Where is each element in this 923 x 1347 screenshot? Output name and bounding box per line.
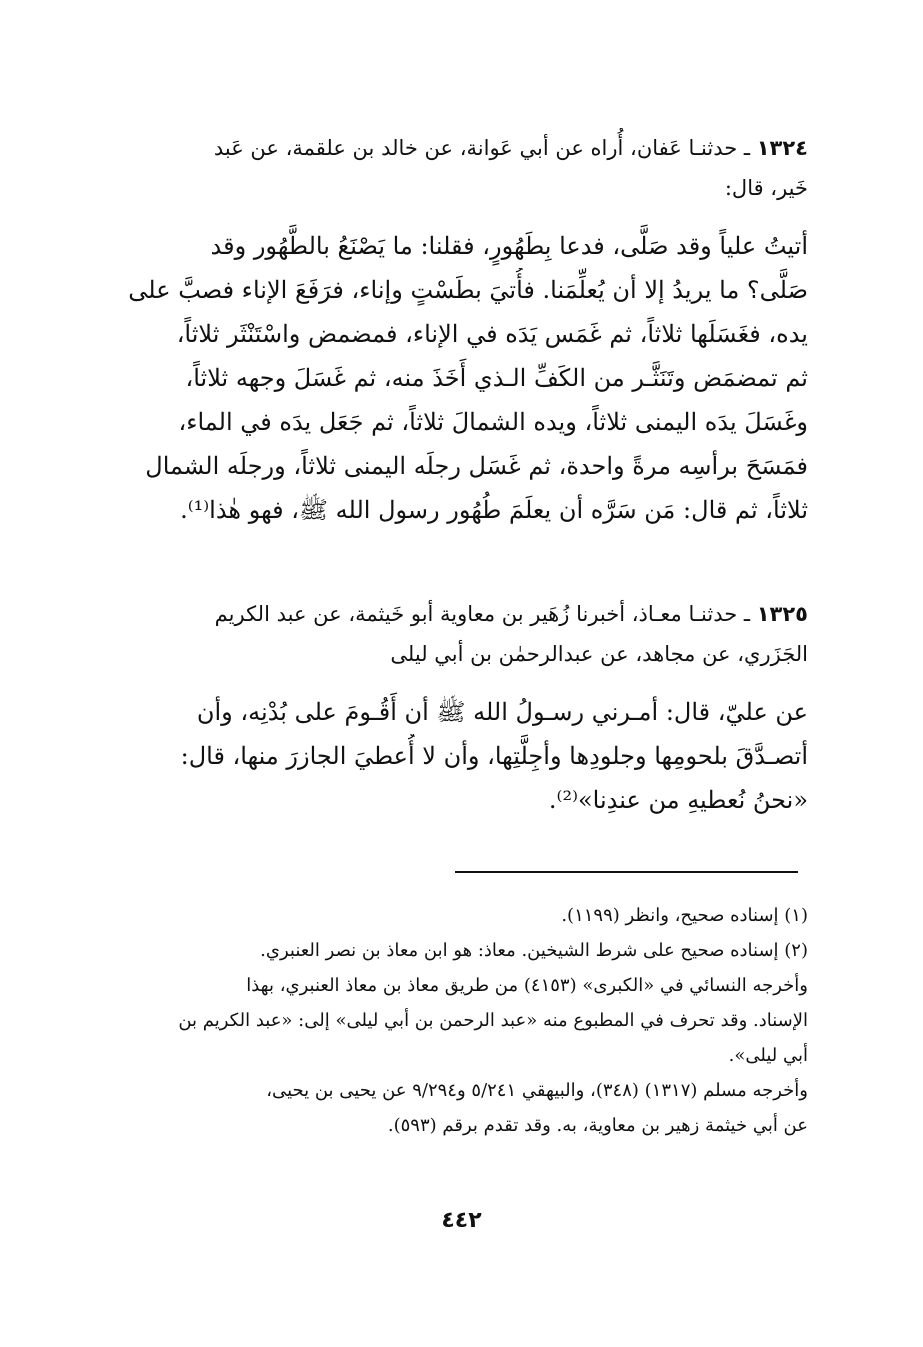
footnotes bbox=[98, 898, 808, 1143]
isnad-line: ١٣٢٤ ـ حدثنـا عَفان، أُراه عن أبي عَوانة، عن خالد بن علقمة، عن عَبد bbox=[213, 136, 808, 160]
footnote-line: عن أبي خيثمة زهير بن معاوية، به. وقد تقدم برقم (٥٩٣). bbox=[387, 1115, 808, 1136]
matn-line: أتصـدَّقَ بلحومِها وجلودِها وأجِلَّتِها، وأن لا أُعطيَ الجازرَ منها، قال: bbox=[180, 742, 808, 770]
matn-line: يده، فغَسَلَها ثلاثاً، ثم غَمَس يَدَه في الإناء، فمضمض واسْتَنْثَر ثلاثاً، bbox=[176, 320, 808, 348]
matn-line: ثم تمضمَض وتَنَثَّـر من الكَفِّ الـذي أَخَذَ منه، ثم غَسَلَ وجهه ثلاثاً، bbox=[185, 364, 808, 392]
matn-line: عن عليّ، قال: أمـرني رسـولُ الله ﷺ أن أَقُـومَ على بُدْنِه، وأن bbox=[196, 698, 808, 726]
footnote-separator bbox=[455, 871, 798, 873]
footnote-line: وأخرجه مسلم (١٣١٧) (٣٤٨)، والبيهقي ٥/٢٤١ و٩/٢٩٤ عن يحيى بن يحيى، bbox=[266, 1080, 808, 1101]
hadith-1324-isnad bbox=[98, 128, 808, 208]
footnote-line: (١) إسناده صحيح، وانظر (١١٩٩). bbox=[561, 905, 808, 926]
hadith-number: ١٣٢٤ bbox=[756, 136, 808, 160]
matn-line: صَلَّى؟ ما يريدُ إلا أن يُعلِّمَنا. فأُتيَ بطَسْتٍ وإناء، فرَفَعَ الإناء فصبَّ على bbox=[128, 276, 808, 304]
footnote-line: الإسناد. وقد تحرف في المطبوع منه «عبد الرحمن بن أبي ليلى» إلى: «عبد الكريم بن bbox=[178, 1010, 808, 1031]
matn-line: «نحنُ نُعطيهِ من عندِنا»⁽²⁾. bbox=[548, 786, 808, 814]
matn-line: وغَسَلَ يدَه اليمنى ثلاثاً، ويده الشمالَ ثلاثاً، ثم جَعَل يدَه في الماء، bbox=[178, 408, 808, 436]
isnad-line: ١٣٢٥ ـ حدثنـا معـاذ، أخبرنا زُهَير بن معاوية أبو خَيثمة، عن عبد الكريم bbox=[214, 602, 808, 626]
footnote-line: وأخرجه النسائي في «الكبرى» (٤١٥٣) من طريق معاذ بن معاذ العنبري، بهذا bbox=[246, 975, 808, 996]
matn-line: ثلاثاً، ثم قال: مَن سَرَّه أن يعلَمَ طُهُور رسول الله ﷺ، فهو هٰذا⁽¹⁾. bbox=[180, 496, 808, 524]
page-number: ٤٤٢ bbox=[441, 1208, 482, 1233]
footnote-line: أبي ليلى». bbox=[728, 1045, 808, 1066]
hadith-1325-isnad bbox=[98, 594, 808, 674]
hadith-1325-matn bbox=[98, 690, 808, 822]
isnad-line: الجَزَري، عن مجاهد، عن عبدالرحمٰن بن أبي ليلى bbox=[390, 642, 808, 666]
matn-line: فمَسَحَ برأسِه مرةً واحدة، ثم غَسَل رجلَه اليمنى ثلاثاً، ورجلَه الشمال bbox=[145, 452, 808, 480]
isnad-line: خَير، قال: bbox=[724, 176, 808, 200]
matn-line: أتيتُ علياً وقد صَلَّى، فدعا بِطَهُورٍ، فقلنا: ما يَصْنَعُ بالطَّهُور وقد bbox=[210, 232, 808, 260]
hadith-1324-matn bbox=[98, 224, 808, 532]
footnote-line: (٢) إسناده صحيح على شرط الشيخين. معاذ: هو ابن معاذ بن نصر العنبري. bbox=[260, 940, 808, 961]
hadith-number: ١٣٢٥ bbox=[756, 602, 808, 626]
